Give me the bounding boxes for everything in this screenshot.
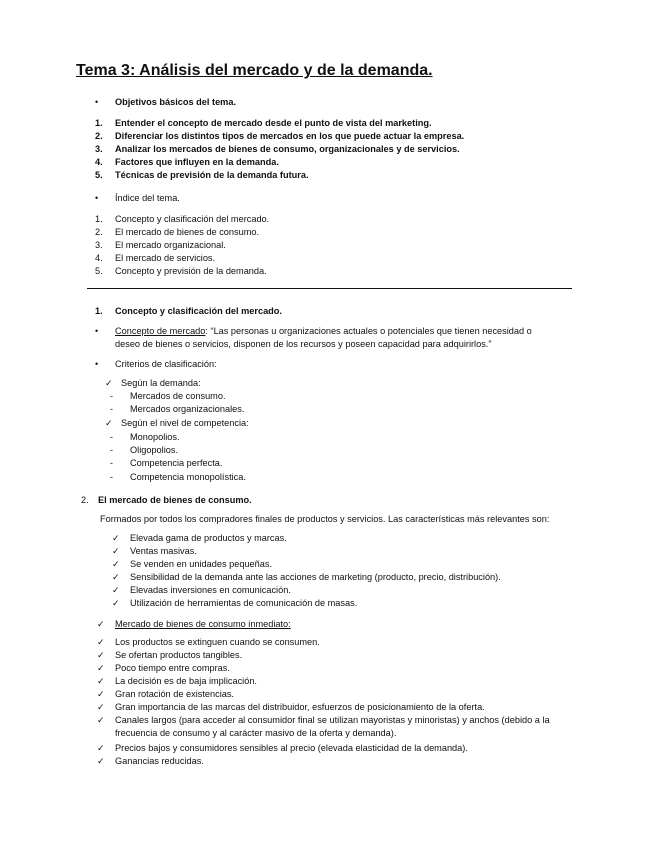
check-icon: ✓ — [97, 619, 105, 629]
caracteristica-item: Sensibilidad de la demanda ante las acciones de marketing (producto, precio, distribución). — [130, 572, 501, 582]
canales-line1: Canales largos (para acceder al consumidor final se utilizan mayoristas y minoristas) y anchos (debido a la — [115, 715, 550, 725]
caracteristica-item: Elevadas inversiones en comunicación. — [130, 585, 291, 595]
caracteristica-item: Elevada gama de productos y marcas. — [130, 533, 287, 543]
objetivo-number: 5. — [95, 170, 103, 180]
check-icon: ✓ — [97, 650, 105, 660]
dash-icon: - — [110, 404, 113, 414]
dash-icon: - — [110, 472, 113, 482]
criterios-heading: Criterios de clasificación: — [115, 359, 217, 369]
inmediato-item: Gran rotación de existencias. — [115, 689, 234, 699]
objetivo-item: Técnicas de previsión de la demanda futura. — [115, 170, 309, 180]
check-icon: ✓ — [112, 585, 120, 595]
inmediato-item: Gran importancia de las marcas del distribuidor, esfuerzos de posicionamiento de la oferta. — [115, 702, 485, 712]
check-icon: ✓ — [112, 572, 120, 582]
check-icon: ✓ — [97, 702, 105, 712]
inmediato-item: Poco tiempo entre compras. — [115, 663, 230, 673]
dash-icon: - — [110, 445, 113, 455]
check-icon: ✓ — [112, 546, 120, 556]
bullet-icon: • — [95, 97, 99, 107]
objetivo-number: 4. — [95, 157, 103, 167]
inmediato-item: Los productos se extinguen cuando se consumen. — [115, 637, 320, 647]
competencia-item: Oligopolios. — [130, 445, 179, 455]
demanda-label: Según la demanda: — [121, 378, 201, 388]
bullet-icon: • — [95, 359, 99, 369]
objetivo-item: Entender el concepto de mercado desde el punto de vista del marketing. — [115, 118, 432, 128]
check-icon: ✓ — [112, 559, 120, 569]
check-icon: ✓ — [112, 598, 120, 608]
check-icon: ✓ — [105, 378, 113, 388]
check-icon: ✓ — [97, 756, 105, 766]
objetivo-item: Diferenciar los distintos tipos de mercados en los que puede actuar la empresa. — [115, 131, 465, 141]
indice-number: 3. — [95, 240, 103, 250]
bullet-icon: • — [95, 193, 99, 203]
final-item: Ganancias reducidas. — [115, 756, 204, 766]
inmediato-label: Mercado de bienes de consumo inmediato: — [115, 619, 291, 629]
check-icon: ✓ — [97, 743, 105, 753]
section2-number: 2. — [81, 495, 89, 505]
bullet-icon: • — [95, 326, 99, 336]
dash-icon: - — [110, 432, 113, 442]
indice-item: El mercado de servicios. — [115, 253, 216, 263]
check-icon: ✓ — [97, 663, 105, 673]
competencia-item: Competencia perfecta. — [130, 458, 223, 468]
indice-item: Concepto y previsión de la demanda. — [115, 266, 267, 276]
demanda-item: Mercados de consumo. — [130, 391, 226, 401]
indice-heading: Índice del tema. — [115, 193, 180, 203]
competencia-label: Según el nivel de competencia: — [121, 418, 249, 428]
indice-item: El mercado organizacional. — [115, 240, 226, 250]
check-icon: ✓ — [105, 418, 113, 428]
indice-item: El mercado de bienes de consumo. — [115, 227, 260, 237]
section2-intro: Formados por todos los compradores finales de productos y servicios. Las características más relevantes son: — [100, 514, 550, 524]
caracteristica-item: Se venden en unidades pequeñas. — [130, 559, 273, 569]
canales-line2: frecuencia de consumo y al carácter masivo de la oferta y demanda). — [115, 727, 397, 738]
inmediato-item: La decisión es de baja implicación. — [115, 676, 257, 686]
inmediato-item: Se ofertan productos tangibles. — [115, 650, 243, 660]
objetivo-number: 3. — [95, 144, 103, 154]
concepto-text-line2: deseo de bienes o servicios, disponen de los recursos y poseen capacidad para adquirirlos.” — [115, 338, 492, 349]
competencia-item: Competencia monopolística. — [130, 472, 246, 482]
section2-heading: El mercado de bienes de consumo. — [98, 495, 252, 505]
dash-icon: - — [110, 391, 113, 401]
check-icon: ✓ — [97, 676, 105, 686]
objetivos-heading: Objetivos básicos del tema. — [115, 97, 237, 107]
caracteristica-item: Utilización de herramientas de comunicación de masas. — [130, 598, 358, 608]
section1-heading: Concepto y clasificación del mercado. — [115, 306, 282, 316]
objetivo-item: Analizar los mercados de bienes de consumo, organizacionales y de servicios. — [115, 144, 460, 154]
check-icon: ✓ — [97, 689, 105, 699]
dash-icon: - — [110, 458, 113, 468]
indice-number: 2. — [95, 227, 103, 237]
check-icon: ✓ — [97, 715, 105, 725]
final-item: Precios bajos y consumidores sensibles al precio (elevada elasticidad de la demanda). — [115, 743, 468, 753]
indice-number: 5. — [95, 266, 103, 276]
objetivo-number: 2. — [95, 131, 103, 141]
check-icon: ✓ — [97, 637, 105, 647]
indice-number: 1. — [95, 214, 103, 224]
page-title: Tema 3: Análisis del mercado y de la demanda. — [76, 62, 433, 79]
indice-number: 4. — [95, 253, 103, 263]
section1-number: 1. — [95, 306, 103, 316]
section-divider — [87, 288, 572, 289]
objetivo-number: 1. — [95, 118, 103, 128]
indice-item: Concepto y clasificación del mercado. — [115, 214, 270, 224]
concepto-label: Concepto de mercado — [115, 326, 206, 336]
caracteristica-item: Ventas masivas. — [130, 546, 197, 556]
objetivo-item: Factores que influyen en la demanda. — [115, 157, 279, 167]
check-icon: ✓ — [112, 533, 120, 543]
demanda-item: Mercados organizacionales. — [130, 404, 245, 414]
concepto-text-line1: : “Las personas u organizaciones actuales o potenciales que tienen necesidad o — [205, 326, 532, 336]
canales-paragraph — [115, 714, 577, 739]
competencia-item: Monopolios. — [130, 432, 180, 442]
concepto-paragraph — [115, 325, 577, 350]
